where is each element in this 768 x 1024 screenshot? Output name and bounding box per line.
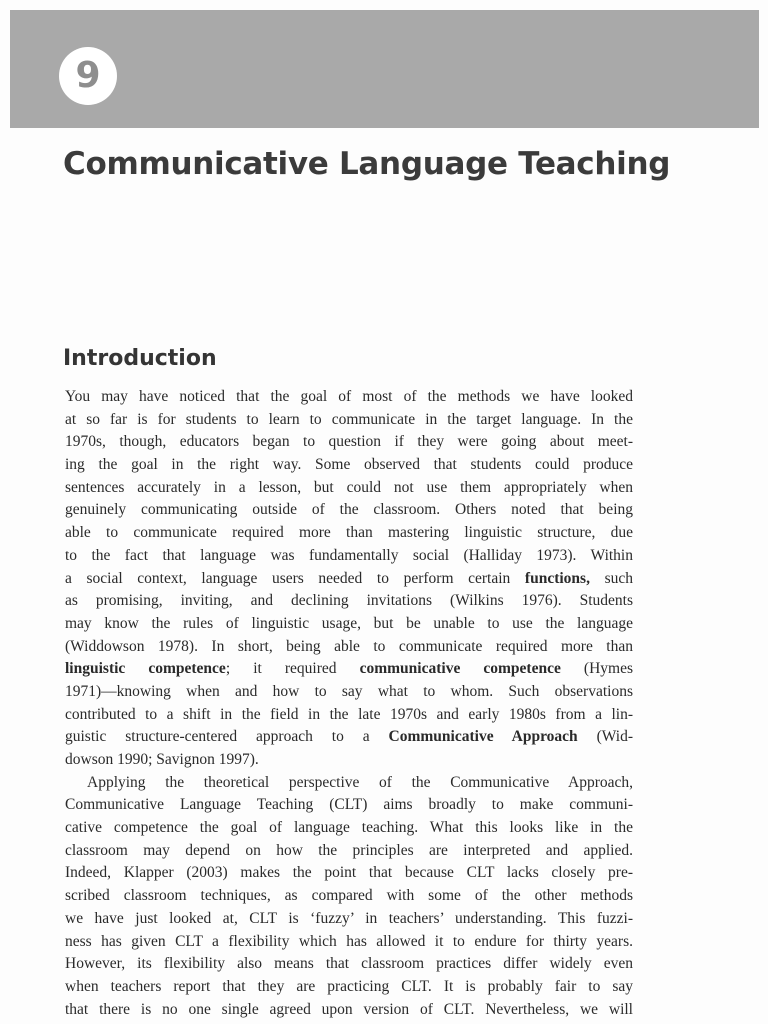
- text-line: (Widdowson 1978). In short, being able to communicate required more than: [65, 637, 633, 655]
- text-line: may know the rules of linguistic usage, but be unable to use the language: [65, 614, 633, 632]
- text-line: as promising, inviting, and declining invitations (Wilkins 1976). Students: [65, 592, 633, 610]
- text-line: a social context, language users needed to perform certain functions, such: [65, 569, 633, 587]
- text-line: However, its flexibility also means that classroom practices differ widely even: [65, 955, 633, 973]
- text-line: at so far is for students to learn to communicate in the target language. In the: [65, 410, 633, 428]
- chapter-header-band: [10, 10, 759, 128]
- text-line: Communicative Language Teaching (CLT) aims broadly to make communi-: [65, 796, 633, 814]
- text-line: scribed classroom techniques, as compared with some of the other methods: [65, 887, 633, 905]
- key-term: linguistic competence: [65, 660, 226, 678]
- body-text: [65, 386, 633, 1021]
- text-line: You may have noticed that the goal of most of the methods we have looked: [65, 388, 633, 405]
- key-term: functions,: [524, 569, 590, 587]
- chapter-number-badge: 9: [59, 47, 117, 105]
- text-line: genuinely communicating outside of the classroom. Others noted that being: [65, 501, 633, 519]
- text-line: dowson 1990; Savignon 1997).: [65, 751, 259, 768]
- key-term: communicative competence: [359, 660, 561, 678]
- text-line: ness has given CLT a flexibility which has allowed it to endure for thirty years.: [65, 932, 633, 950]
- section-heading: Introduction: [63, 346, 217, 371]
- chapter-title: Communicative Language Teaching: [63, 146, 671, 182]
- text-line: able to communicate required more than mastering linguistic structure, due: [65, 524, 633, 542]
- text-line: contributed to a shift in the field in the late 1970s and early 1980s from a lin-: [65, 705, 633, 723]
- text-line: 1970s, though, educators began to question if they were going about meet-: [65, 433, 633, 451]
- text-line: to the fact that language was fundamentally social (Halliday 1973). Within: [65, 546, 633, 564]
- text-line: we have just looked at, CLT is ‘fuzzy’ in teachers’ understanding. This fuzzi-: [65, 909, 633, 927]
- text-line: classroom may depend on how the principles are interpreted and applied.: [65, 841, 633, 859]
- text-line: linguistic competence; it required communicative competence (Hymes: [65, 660, 633, 678]
- text-line: when teachers report that they are practicing CLT. It is probably fair to say: [65, 977, 633, 995]
- text-line: that there is no one single agreed upon version of CLT. Nevertheless, we will: [65, 1000, 633, 1018]
- text-line: ing the goal in the right way. Some observed that students could produce: [65, 456, 633, 474]
- text-line: guistic structure-centered approach to a Communicative Approach (Wid-: [65, 728, 633, 746]
- key-term: Communicative Approach: [388, 728, 578, 746]
- text-line: sentences accurately in a lesson, but could not use them appropriately when: [65, 478, 633, 496]
- text-line: Indeed, Klapper (2003) makes the point that because CLT lacks closely pre-: [65, 864, 633, 882]
- text-line: cative competence the goal of language teaching. What this looks like in the: [65, 819, 633, 837]
- text-line: 1971)—knowing when and how to say what to whom. Such observations: [65, 682, 633, 700]
- text-line: Applying the theoretical perspective of the Communicative Approach,: [87, 773, 633, 791]
